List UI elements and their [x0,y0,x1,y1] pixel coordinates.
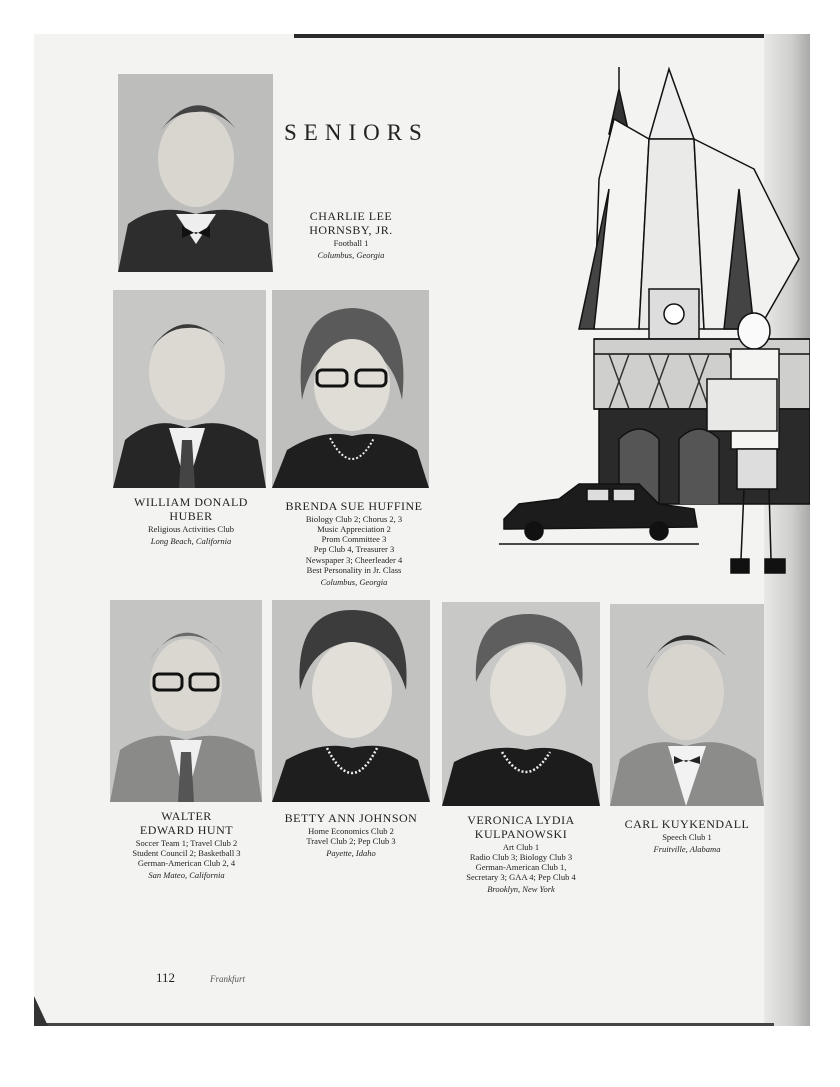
student-name: VERONICA LYDIA KULPANOWSKI [467,813,575,841]
student-activities: Soccer Team 1; Travel Club 2 [135,837,238,848]
portrait-image [113,290,266,488]
bottom-edge [34,1023,774,1026]
student-name: WILLIAM DONALD HUBER [134,495,248,523]
student-activities: Music Appreciation 2 [317,523,391,534]
student-caption-huber [116,496,266,547]
student-name: BRENDA SUE HUFFINE [285,499,423,513]
student-caption-kulpanowski [436,814,606,895]
student-hometown: Columbus, Georgia [320,576,388,587]
student-hometown: Payette, Idaho [326,848,376,859]
student-name: CARL KUYKENDALL [624,817,750,831]
student-hometown: San Mateo, California [148,870,225,881]
portrait-photo-huber [113,290,266,488]
student-activities: Student Council 2; Basketball 3 [132,847,241,858]
student-activities: Secretary 3; GAA 4; Pep Club 4 [466,872,576,883]
page-title: SENIORS [284,120,429,145]
portrait-photo-kulpanowski [442,602,600,806]
student-activities: Radio Club 3; Biology Club 3 [469,851,573,862]
portrait-photo-kuykendall [610,604,764,806]
student-activities: Home Economics Club 2 [308,825,394,836]
student-activities: Art Club 1 [502,841,540,852]
top-edge [294,34,810,38]
student-activities: German-American Club 1, [475,861,567,872]
student-hometown: Fruitville, Alabama [653,843,721,854]
student-caption-huffine [264,500,444,588]
building-illustration [499,59,810,579]
student-hometown: Long Beach, California [150,535,232,546]
student-activities: Travel Club 2; Pep Club 3 [306,835,396,846]
student-activities: German-American Club 2, 4 [137,857,236,868]
portrait-image [272,600,430,802]
student-caption-kuykendall [610,818,764,855]
student-hometown: Brooklyn, New York [487,884,555,895]
yearbook-page [34,34,810,1026]
portrait-image [110,600,262,802]
student-activities: Religious Activities Club [148,523,234,534]
student-caption-hornsby [286,210,416,261]
portrait-image [118,74,273,272]
portrait-image [442,602,600,806]
student-hometown: Columbus, Georgia [317,249,385,260]
student-activities: Football 1 [333,237,369,248]
student-activities: Pep Club 4, Treasurer 3 [313,544,395,555]
student-name: BETTY ANN JOHNSON [284,811,418,825]
student-name: WALTER EDWARD HUNT [139,809,234,837]
publication-name: Frankfurt [210,974,245,984]
student-caption-johnson [272,812,430,859]
portrait-image [272,290,429,488]
portrait-photo-johnson [272,600,430,802]
page-number: 112 [156,970,176,985]
student-activities: Speech Club 1 [662,831,712,842]
student-name: CHARLIE LEE HORNSBY, JR. [309,209,393,237]
student-activities: Biology Club 2; Chorus 2, 3 [305,513,403,524]
student-activities: Prom Committee 3 [321,534,387,545]
student-activities: Best Personality in Jr. Class [306,564,402,575]
portrait-photo-hunt [110,600,262,802]
portrait-image [610,604,764,806]
student-caption-hunt [104,810,269,881]
student-activities: Newspaper 3; Cheerleader 4 [305,554,403,565]
page-corner [34,996,48,1026]
portrait-photo-huffine [272,290,429,488]
portrait-photo-hornsby [118,74,273,272]
